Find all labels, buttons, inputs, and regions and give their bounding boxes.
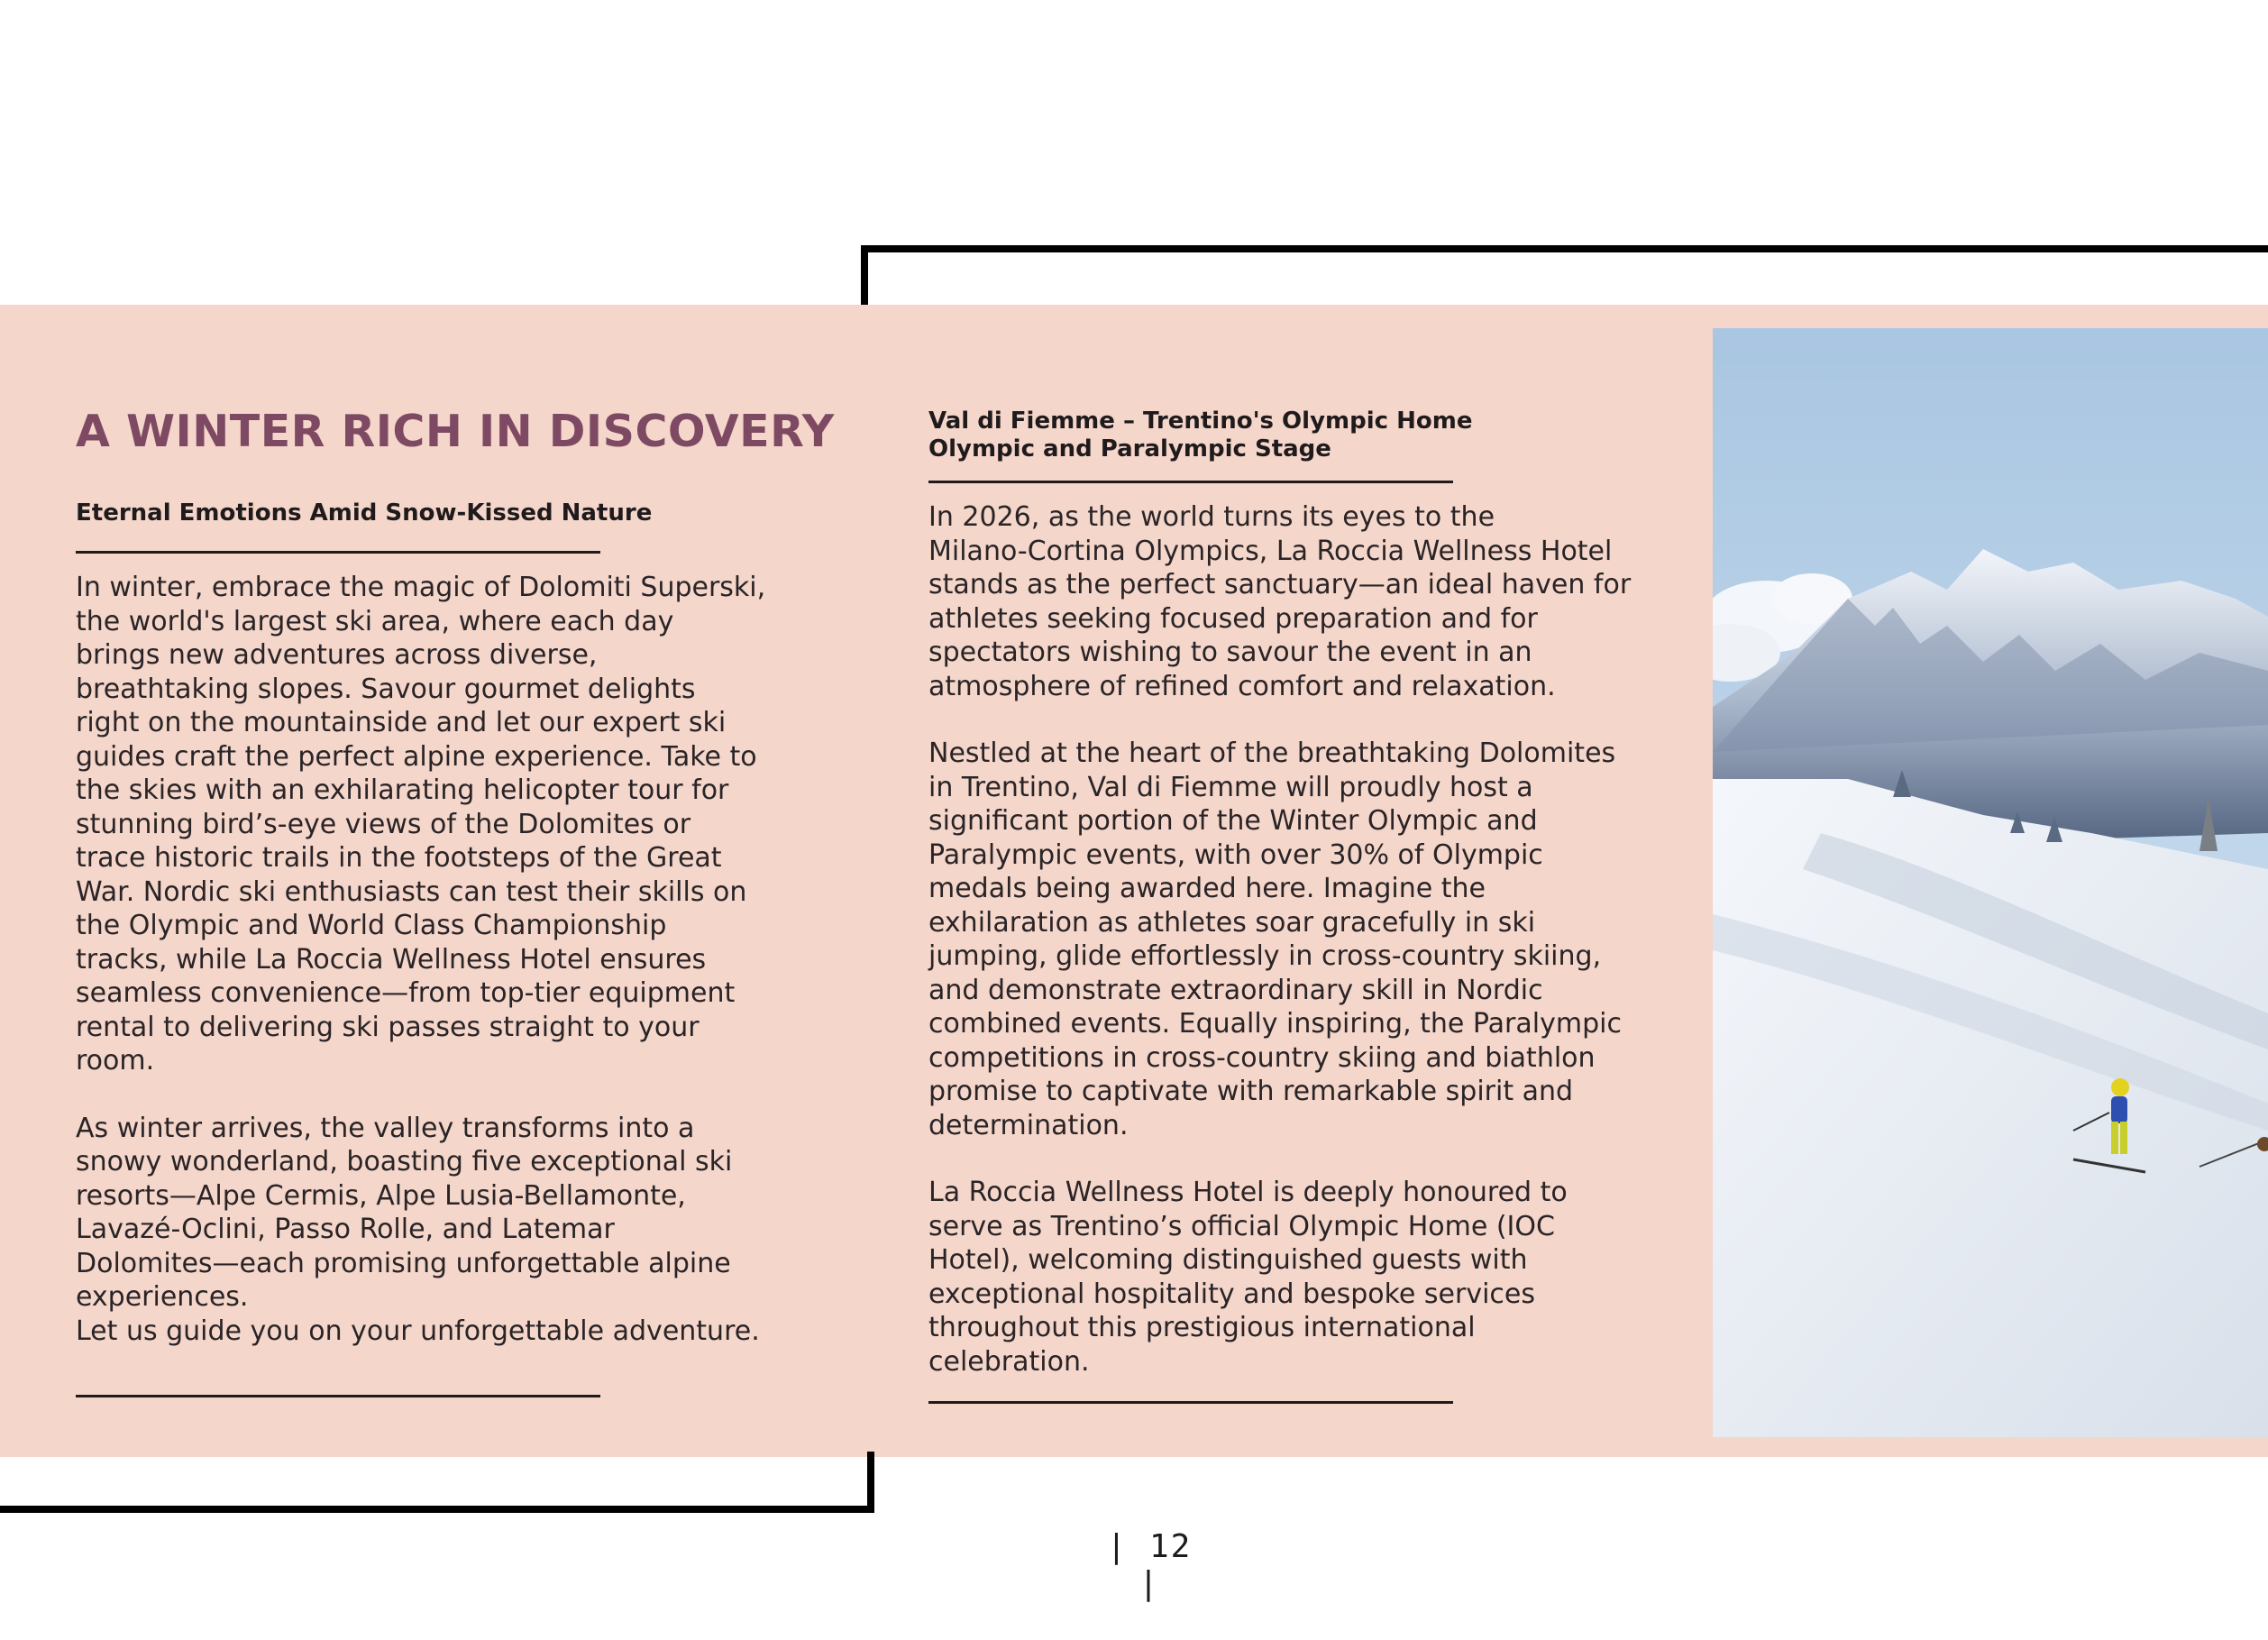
decorative-frame-bottom-corner xyxy=(867,1452,874,1513)
text-line: War. Nordic ski enthusiasts can test their skills on xyxy=(76,875,747,908)
text-line: rental to delivering ski passes straight to your xyxy=(76,1011,700,1043)
text-line: the Olympic and World Class Championship xyxy=(76,910,667,941)
text-line: throughout this prestigious international xyxy=(928,1312,1476,1343)
text-line: In winter, embrace the magic of Dolomiti Superski, xyxy=(76,572,766,603)
left-column xyxy=(76,404,869,1397)
middle-heading-line-1: Val di Fiemme – Trentino's Olympic Home xyxy=(928,408,1473,435)
text-line: athletes seeking focused preparation and for xyxy=(928,602,1538,635)
text-line: room. xyxy=(76,1045,155,1077)
left-paragraph-2 xyxy=(76,1112,869,1349)
page-title: A WINTER RICH IN DISCOVERY xyxy=(76,406,835,457)
decorative-frame-top xyxy=(861,245,2268,252)
text-line: snowy wonderland, boasting five exceptional ski xyxy=(76,1146,733,1177)
text-line: promise to captivate with remarkable spirit and xyxy=(928,1076,1574,1107)
text-line: experiences. xyxy=(76,1281,249,1313)
text-line: jumping, glide effortlessly in cross-country skiing, xyxy=(928,940,1602,972)
middle-paragraph-3 xyxy=(928,1176,1677,1379)
text-line: significant portion of the Winter Olympic and xyxy=(928,805,1538,837)
text-line: Hotel), welcoming distinguished guests with xyxy=(928,1244,1528,1276)
left-divider-bottom xyxy=(76,1395,600,1397)
text-line: in Trentino, Val di Fiemme will proudly host a xyxy=(928,771,1533,803)
text-line: resorts—Alpe Cermis, Alpe Lusia-Bellamonte, xyxy=(76,1179,686,1212)
text-line: spectators wishing to savour the event in an xyxy=(928,637,1532,668)
text-line: the world's largest ski area, where each day xyxy=(76,605,674,637)
ski-slope-photo xyxy=(1713,328,2268,1437)
text-line: determination. xyxy=(928,1109,1129,1141)
text-line: medals being awarded here. Imagine the xyxy=(928,873,1486,904)
text-line: tracks, while La Roccia Wellness Hotel ensures xyxy=(76,943,707,976)
text-line: stunning bird’s-eye views of the Dolomites or xyxy=(76,808,691,840)
decorative-frame-bottom xyxy=(0,1506,874,1513)
text-line: competitions in cross-country skiing and biathlon xyxy=(928,1041,1596,1074)
text-line: Milano-Cortina Olympics, La Roccia Wellness Hotel xyxy=(928,535,1613,567)
text-line: and demonstrate extraordinary skill in Nordic xyxy=(928,974,1543,1006)
middle-paragraph-2 xyxy=(928,737,1677,1142)
text-line: Lavazé-Oclini, Passo Rolle, and Latemar xyxy=(76,1214,615,1245)
text-line: brings new adventures across diverse, xyxy=(76,639,598,671)
text-line: Dolomites—each promising unforgettable alpine xyxy=(76,1247,731,1279)
text-line: La Roccia Wellness Hotel is deeply honoured to xyxy=(928,1177,1568,1208)
text-line: Let us guide you on your unforgettable adventure. xyxy=(76,1315,760,1347)
left-paragraph-1 xyxy=(76,571,869,1078)
text-line: serve as Trentino’s official Olympic Home (IOC xyxy=(928,1210,1555,1242)
text-line: the skies with an exhilarating helicopter tour for xyxy=(76,774,729,806)
middle-column xyxy=(928,408,1677,1404)
text-line: exceptional hospitality and bespoke services xyxy=(928,1278,1536,1310)
text-line: In 2026, as the world turns its eyes to the xyxy=(928,501,1495,533)
text-line: right on the mountainside and let our expert ski xyxy=(76,707,727,738)
decorative-frame-top-corner xyxy=(861,245,868,308)
text-line: celebration. xyxy=(928,1345,1090,1378)
text-line: exhilaration as athletes soar gracefully in ski xyxy=(928,906,1536,939)
text-line: seamless convenience—from top-tier equipment xyxy=(76,977,736,1009)
middle-divider-bottom xyxy=(928,1401,1453,1404)
text-line: guides craft the perfect alpine experience. Take to xyxy=(76,740,757,773)
text-line: breathtaking slopes. Savour gourmet delights xyxy=(76,673,696,705)
left-subheading: Eternal Emotions Amid Snow-Kissed Nature xyxy=(76,499,653,527)
text-line: Nestled at the heart of the breathtaking Dolomites xyxy=(928,738,1616,769)
text-line: stands as the perfect sanctuary—an ideal haven for xyxy=(928,569,1632,600)
page-number: | 12 | xyxy=(1106,1528,1193,1602)
middle-paragraph-1 xyxy=(928,500,1677,703)
text-line: atmosphere of refined comfort and relaxation. xyxy=(928,670,1556,702)
text-line: combined events. Equally inspiring, the Paralympic xyxy=(928,1008,1622,1040)
middle-heading-line-2: Olympic and Paralympic Stage xyxy=(928,435,1331,463)
text-line: As winter arrives, the valley transforms into a xyxy=(76,1112,695,1144)
text-line: trace historic trails in the footsteps of the Great xyxy=(76,842,722,874)
text-line: Paralympic events, with over 30% of Olympic xyxy=(928,838,1543,871)
